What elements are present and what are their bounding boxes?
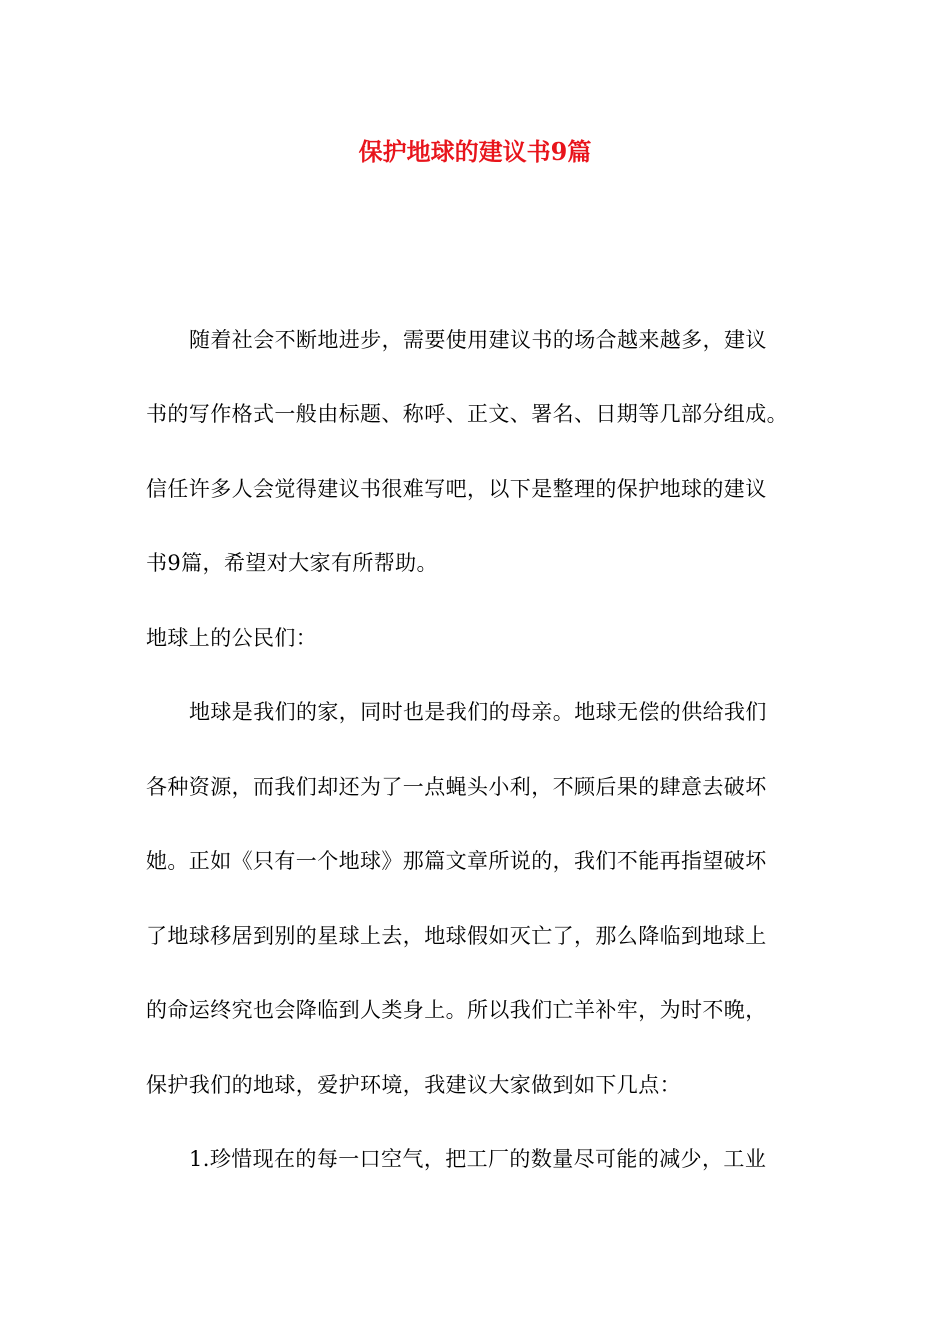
- paragraph-line: 各种资源，而我们却还为了一点蝇头小利，不顾后果的肆意去破坏: [146, 775, 767, 799]
- list-item-line: 1.珍惜现在的每一口空气，把工厂的数量尽可能的减少，工业: [189, 1147, 767, 1171]
- document-title: 保护地球的建议书9篇: [358, 137, 592, 166]
- salutation-line: 地球上的公民们：: [146, 626, 318, 650]
- paragraph-line: 地球是我们的家，同时也是我们的母亲。地球无偿的供给我们: [189, 700, 767, 724]
- paragraph-line: 了地球移居到别的星球上去，地球假如灭亡了，那么降临到地球上: [146, 924, 767, 948]
- paragraph-line: 书9篇，希望对大家有所帮助。: [146, 551, 438, 575]
- paragraph-line: 她。正如《只有一个地球》那篇文章所说的，我们不能再指望破坏: [146, 849, 767, 873]
- paragraph-line: 信任许多人会觉得建议书很难写吧，以下是整理的保护地球的建议: [146, 477, 767, 501]
- paragraph-line: 保护我们的地球，爱护环境，我建议大家做到如下几点：: [146, 1073, 681, 1097]
- paragraph-line: 书的写作格式一般由标题、称呼、正文、署名、日期等几部分组成。: [146, 402, 788, 426]
- paragraph-line: 的命运终究也会降临到人类身上。所以我们亡羊补牢，为时不晚，: [146, 998, 767, 1022]
- paragraph-line: 随着社会不断地进步，需要使用建议书的场合越来越多，建议: [189, 328, 767, 352]
